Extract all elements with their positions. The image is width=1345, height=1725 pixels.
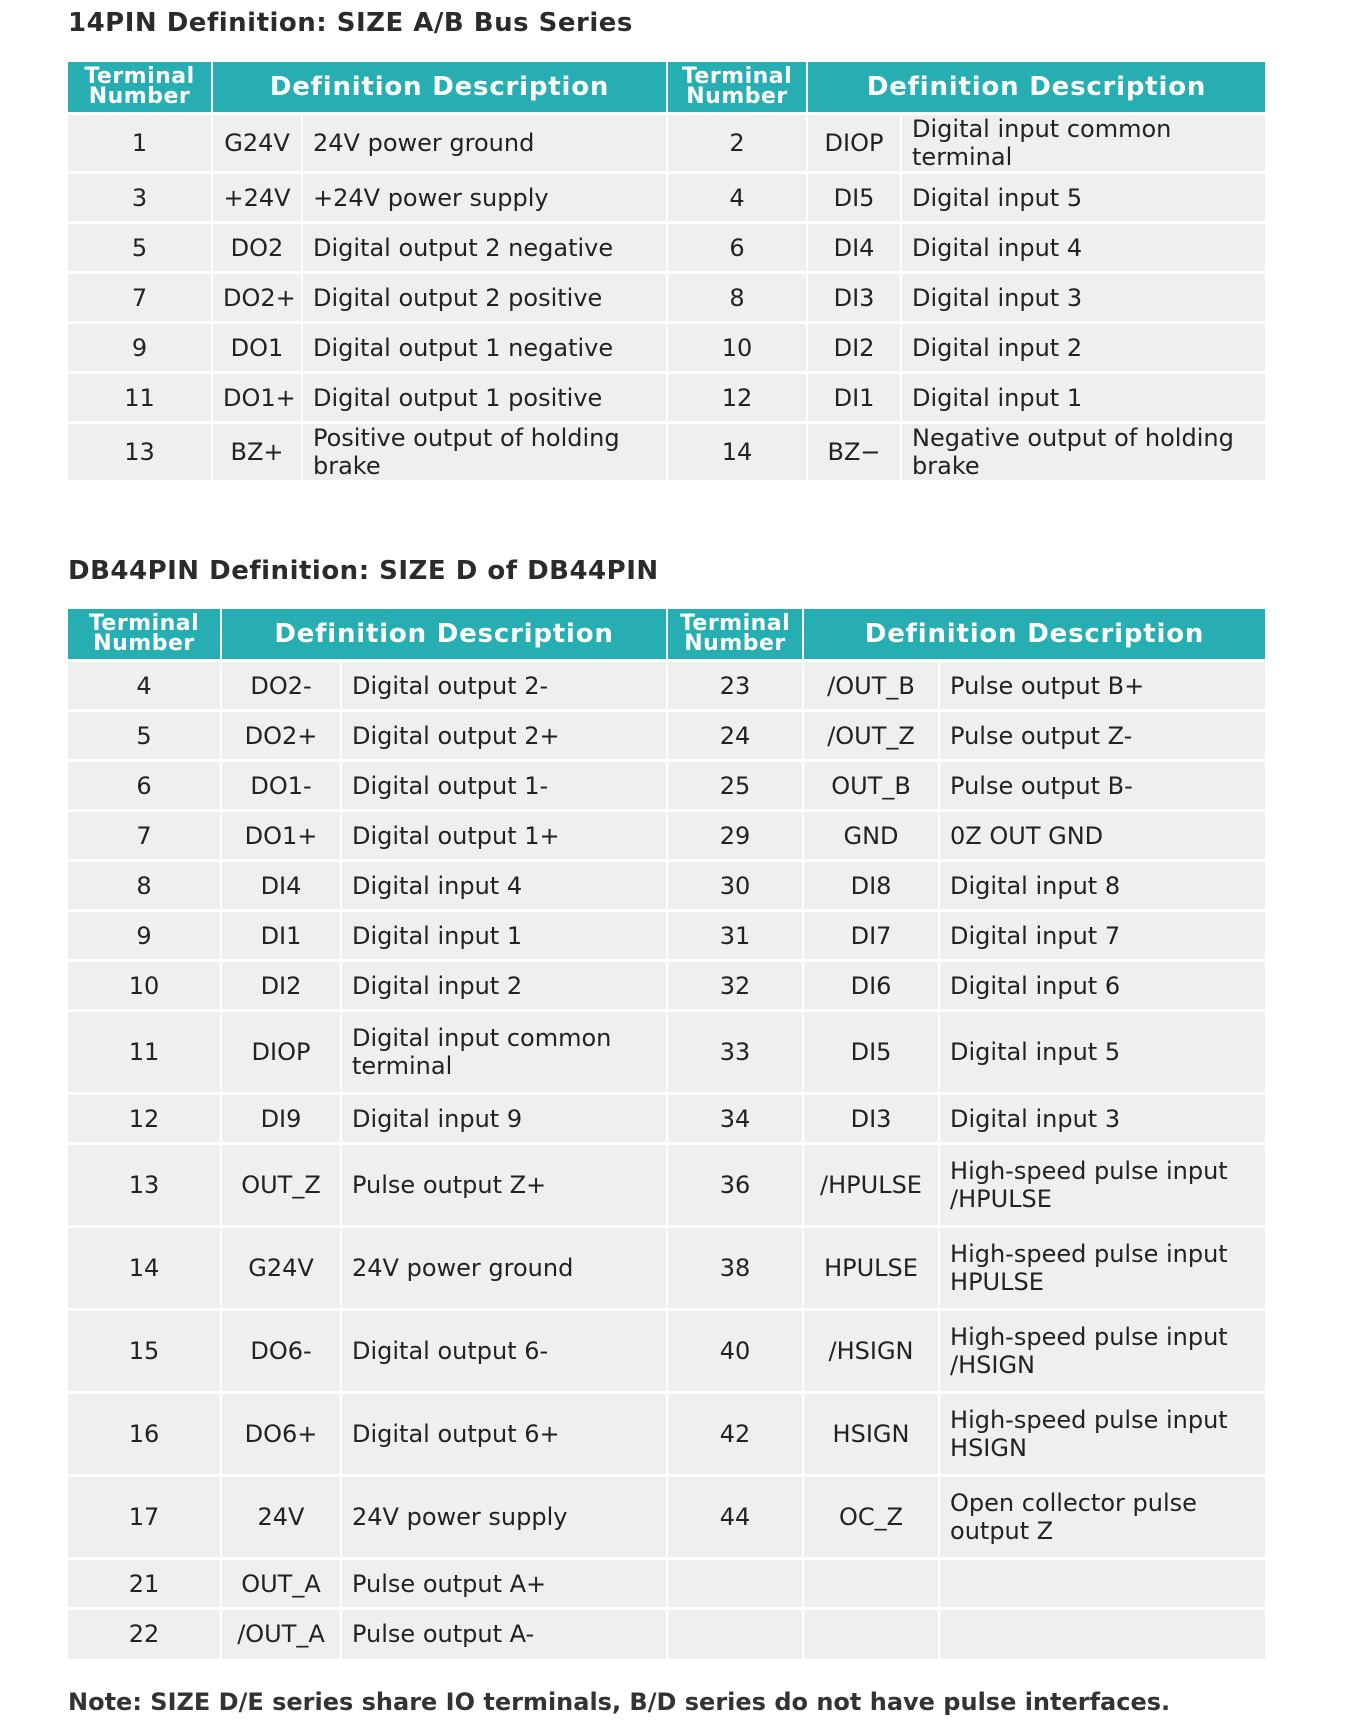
description-cell: Digital input 5 bbox=[901, 173, 1265, 223]
terminal-number-cell: 32 bbox=[667, 961, 803, 1011]
signal-name-cell: DI3 bbox=[803, 1094, 939, 1144]
terminal-number-cell: 6 bbox=[667, 223, 807, 273]
signal-name-cell: DI5 bbox=[807, 173, 901, 223]
description-cell: Digital input 1 bbox=[341, 911, 667, 961]
signal-name-cell: BZ+ bbox=[212, 423, 302, 481]
terminal-number-cell: 24 bbox=[667, 711, 803, 761]
table-row bbox=[68, 1393, 1265, 1476]
signal-name-cell: HSIGN bbox=[803, 1393, 939, 1476]
signal-name-cell: DO2+ bbox=[221, 711, 341, 761]
description-cell: 24V power ground bbox=[302, 114, 667, 173]
terminal-number-cell: 1 bbox=[68, 114, 212, 173]
description-cell: Digital output 6+ bbox=[341, 1393, 667, 1476]
table-row bbox=[68, 223, 1265, 273]
description-cell: Digital input 2 bbox=[901, 323, 1265, 373]
signal-name-cell: DI1 bbox=[807, 373, 901, 423]
table-db44pin bbox=[68, 609, 1265, 1659]
signal-name-cell: OUT_Z bbox=[221, 1144, 341, 1227]
terminal-number-cell: 17 bbox=[68, 1476, 221, 1559]
table-row bbox=[68, 1011, 1265, 1094]
description-cell: Digital output 6- bbox=[341, 1310, 667, 1393]
signal-name-cell: /OUT_A bbox=[221, 1609, 341, 1659]
terminal-number-cell: 14 bbox=[667, 423, 807, 481]
signal-name-cell: DI5 bbox=[803, 1011, 939, 1094]
signal-name-cell: /HSIGN bbox=[803, 1310, 939, 1393]
terminal-number-cell: 16 bbox=[68, 1393, 221, 1476]
description-cell: Open collector pulse output Z bbox=[939, 1476, 1265, 1559]
table-row bbox=[68, 423, 1265, 481]
terminal-number-cell: 15 bbox=[68, 1310, 221, 1393]
description-cell: Pulse output Z+ bbox=[341, 1144, 667, 1227]
terminal-number-cell bbox=[667, 1609, 803, 1659]
terminal-number-cell: 30 bbox=[667, 861, 803, 911]
table-row bbox=[68, 861, 1265, 911]
signal-name-cell: DI1 bbox=[221, 911, 341, 961]
signal-name-cell: 24V bbox=[221, 1476, 341, 1559]
terminal-number-cell: 14 bbox=[68, 1227, 221, 1310]
description-cell: Pulse output B- bbox=[939, 761, 1265, 811]
description-cell: Digital input 9 bbox=[341, 1094, 667, 1144]
signal-name-cell: +24V bbox=[212, 173, 302, 223]
terminal-number-cell: 13 bbox=[68, 1144, 221, 1227]
terminal-number-cell: 12 bbox=[667, 373, 807, 423]
signal-name-cell: DO2+ bbox=[212, 273, 302, 323]
description-cell bbox=[939, 1559, 1265, 1609]
signal-name-cell: DI9 bbox=[221, 1094, 341, 1144]
footnote: Note: SIZE D/E series share IO terminals, B/D series do not have pulse interfaces. bbox=[68, 1688, 1171, 1716]
description-cell: Digital input 4 bbox=[341, 861, 667, 911]
signal-name-cell: DI4 bbox=[807, 223, 901, 273]
table-row bbox=[68, 1559, 1265, 1609]
signal-name-cell: DO2- bbox=[221, 661, 341, 711]
terminal-number-cell: 22 bbox=[68, 1609, 221, 1659]
terminal-number-cell: 9 bbox=[68, 911, 221, 961]
terminal-number-cell: 40 bbox=[667, 1310, 803, 1393]
terminal-number-cell: 13 bbox=[68, 423, 212, 481]
header-terminal-number: Terminal Number bbox=[667, 62, 807, 114]
terminal-number-cell: 44 bbox=[667, 1476, 803, 1559]
description-cell: High-speed pulse input HPULSE bbox=[939, 1227, 1265, 1310]
description-cell: Digital output 1- bbox=[341, 761, 667, 811]
description-cell: Digital input 7 bbox=[939, 911, 1265, 961]
terminal-number-cell: 5 bbox=[68, 711, 221, 761]
signal-name-cell: DIOP bbox=[221, 1011, 341, 1094]
signal-name-cell: /OUT_B bbox=[803, 661, 939, 711]
signal-name-cell: DI7 bbox=[803, 911, 939, 961]
table-row bbox=[68, 1094, 1265, 1144]
terminal-number-cell: 12 bbox=[68, 1094, 221, 1144]
header-definition-description: Definition Description bbox=[803, 609, 1265, 661]
description-cell: Pulse output A- bbox=[341, 1609, 667, 1659]
terminal-number-cell: 11 bbox=[68, 373, 212, 423]
table-row bbox=[68, 114, 1265, 173]
description-cell: Digital input 8 bbox=[939, 861, 1265, 911]
table-14pin bbox=[68, 62, 1265, 480]
description-cell: Digital input 2 bbox=[341, 961, 667, 1011]
terminal-number-cell: 10 bbox=[667, 323, 807, 373]
table-row bbox=[68, 711, 1265, 761]
signal-name-cell: /OUT_Z bbox=[803, 711, 939, 761]
description-cell: Pulse output B+ bbox=[939, 661, 1265, 711]
signal-name-cell: OC_Z bbox=[803, 1476, 939, 1559]
signal-name-cell: DO1- bbox=[221, 761, 341, 811]
description-cell: Digital input 1 bbox=[901, 373, 1265, 423]
table-row bbox=[68, 761, 1265, 811]
terminal-number-cell: 23 bbox=[667, 661, 803, 711]
signal-name-cell: DI2 bbox=[221, 961, 341, 1011]
signal-name-cell: DI6 bbox=[803, 961, 939, 1011]
signal-name-cell: DIOP bbox=[807, 114, 901, 173]
signal-name-cell: DI2 bbox=[807, 323, 901, 373]
description-cell: High-speed pulse input /HSIGN bbox=[939, 1310, 1265, 1393]
description-cell: Positive output of holding brake bbox=[302, 423, 667, 481]
terminal-number-cell: 38 bbox=[667, 1227, 803, 1310]
description-cell: Digital output 2 negative bbox=[302, 223, 667, 273]
terminal-number-cell: 42 bbox=[667, 1393, 803, 1476]
signal-name-cell: G24V bbox=[221, 1227, 341, 1310]
description-cell: 24V power supply bbox=[341, 1476, 667, 1559]
signal-name-cell: DO1+ bbox=[212, 373, 302, 423]
signal-name-cell: DO1 bbox=[212, 323, 302, 373]
terminal-number-cell: 4 bbox=[667, 173, 807, 223]
terminal-number-cell: 5 bbox=[68, 223, 212, 273]
terminal-number-cell: 31 bbox=[667, 911, 803, 961]
terminal-number-cell: 21 bbox=[68, 1559, 221, 1609]
signal-name-cell: OUT_B bbox=[803, 761, 939, 811]
header-terminal-number: Terminal Number bbox=[68, 609, 221, 661]
description-cell bbox=[939, 1609, 1265, 1659]
terminal-number-cell: 7 bbox=[68, 811, 221, 861]
terminal-number-cell bbox=[667, 1559, 803, 1609]
section-title-db44pin: DB44PIN Definition: SIZE D of DB44PIN bbox=[68, 556, 659, 586]
terminal-number-cell: 36 bbox=[667, 1144, 803, 1227]
table-row bbox=[68, 1310, 1265, 1393]
description-cell: Digital output 1+ bbox=[341, 811, 667, 861]
table-row bbox=[68, 961, 1265, 1011]
description-cell: 24V power ground bbox=[341, 1227, 667, 1310]
terminal-number-cell: 4 bbox=[68, 661, 221, 711]
table-row bbox=[68, 811, 1265, 861]
terminal-number-cell: 3 bbox=[68, 173, 212, 223]
description-cell: High-speed pulse input HSIGN bbox=[939, 1393, 1265, 1476]
terminal-number-cell: 8 bbox=[68, 861, 221, 911]
description-cell: Digital input 4 bbox=[901, 223, 1265, 273]
description-cell: Digital input 3 bbox=[901, 273, 1265, 323]
terminal-number-cell: 29 bbox=[667, 811, 803, 861]
description-cell: Digital output 2+ bbox=[341, 711, 667, 761]
terminal-number-cell: 33 bbox=[667, 1011, 803, 1094]
description-cell: Digital output 2 positive bbox=[302, 273, 667, 323]
description-cell: Pulse output Z- bbox=[939, 711, 1265, 761]
signal-name-cell: /HPULSE bbox=[803, 1144, 939, 1227]
description-cell: Digital input 5 bbox=[939, 1011, 1265, 1094]
table-row bbox=[68, 661, 1265, 711]
table-row bbox=[68, 323, 1265, 373]
description-cell: Digital input 6 bbox=[939, 961, 1265, 1011]
table-row bbox=[68, 1227, 1265, 1310]
description-cell: Pulse output A+ bbox=[341, 1559, 667, 1609]
description-cell: Negative output of holding brake bbox=[901, 423, 1265, 481]
header-definition-description: Definition Description bbox=[807, 62, 1265, 114]
signal-name-cell: DI4 bbox=[221, 861, 341, 911]
terminal-number-cell: 8 bbox=[667, 273, 807, 323]
header-definition-description: Definition Description bbox=[221, 609, 667, 661]
description-cell: +24V power supply bbox=[302, 173, 667, 223]
signal-name-cell: DO6+ bbox=[221, 1393, 341, 1476]
description-cell: Digital input 3 bbox=[939, 1094, 1265, 1144]
signal-name-cell: DO1+ bbox=[221, 811, 341, 861]
terminal-number-cell: 7 bbox=[68, 273, 212, 323]
terminal-number-cell: 10 bbox=[68, 961, 221, 1011]
table-row bbox=[68, 373, 1265, 423]
description-cell: Digital output 1 positive bbox=[302, 373, 667, 423]
signal-name-cell: BZ− bbox=[807, 423, 901, 481]
terminal-number-cell: 6 bbox=[68, 761, 221, 811]
terminal-number-cell: 11 bbox=[68, 1011, 221, 1094]
terminal-number-cell: 25 bbox=[667, 761, 803, 811]
table-row bbox=[68, 1476, 1265, 1559]
terminal-number-cell: 2 bbox=[667, 114, 807, 173]
table-row bbox=[68, 273, 1265, 323]
signal-name-cell: DI8 bbox=[803, 861, 939, 911]
signal-name-cell: OUT_A bbox=[221, 1559, 341, 1609]
table-row bbox=[68, 173, 1265, 223]
signal-name-cell: DI3 bbox=[807, 273, 901, 323]
section-title-14pin: 14PIN Definition: SIZE A/B Bus Series bbox=[68, 8, 633, 38]
signal-name-cell: DO6- bbox=[221, 1310, 341, 1393]
description-cell: 0Z OUT GND bbox=[939, 811, 1265, 861]
signal-name-cell: G24V bbox=[212, 114, 302, 173]
header-terminal-number: Terminal Number bbox=[68, 62, 212, 114]
description-cell: Digital output 1 negative bbox=[302, 323, 667, 373]
terminal-number-cell: 9 bbox=[68, 323, 212, 373]
header-definition-description: Definition Description bbox=[212, 62, 667, 114]
table-row bbox=[68, 1609, 1265, 1659]
signal-name-cell bbox=[803, 1609, 939, 1659]
terminal-number-cell: 34 bbox=[667, 1094, 803, 1144]
signal-name-cell: GND bbox=[803, 811, 939, 861]
signal-name-cell bbox=[803, 1559, 939, 1609]
signal-name-cell: HPULSE bbox=[803, 1227, 939, 1310]
description-cell: Digital output 2- bbox=[341, 661, 667, 711]
table-row bbox=[68, 1144, 1265, 1227]
description-cell: Digital input common terminal bbox=[901, 114, 1265, 173]
description-cell: High-speed pulse input /HPULSE bbox=[939, 1144, 1265, 1227]
header-terminal-number: Terminal Number bbox=[667, 609, 803, 661]
description-cell: Digital input common terminal bbox=[341, 1011, 667, 1094]
table-row bbox=[68, 911, 1265, 961]
signal-name-cell: DO2 bbox=[212, 223, 302, 273]
